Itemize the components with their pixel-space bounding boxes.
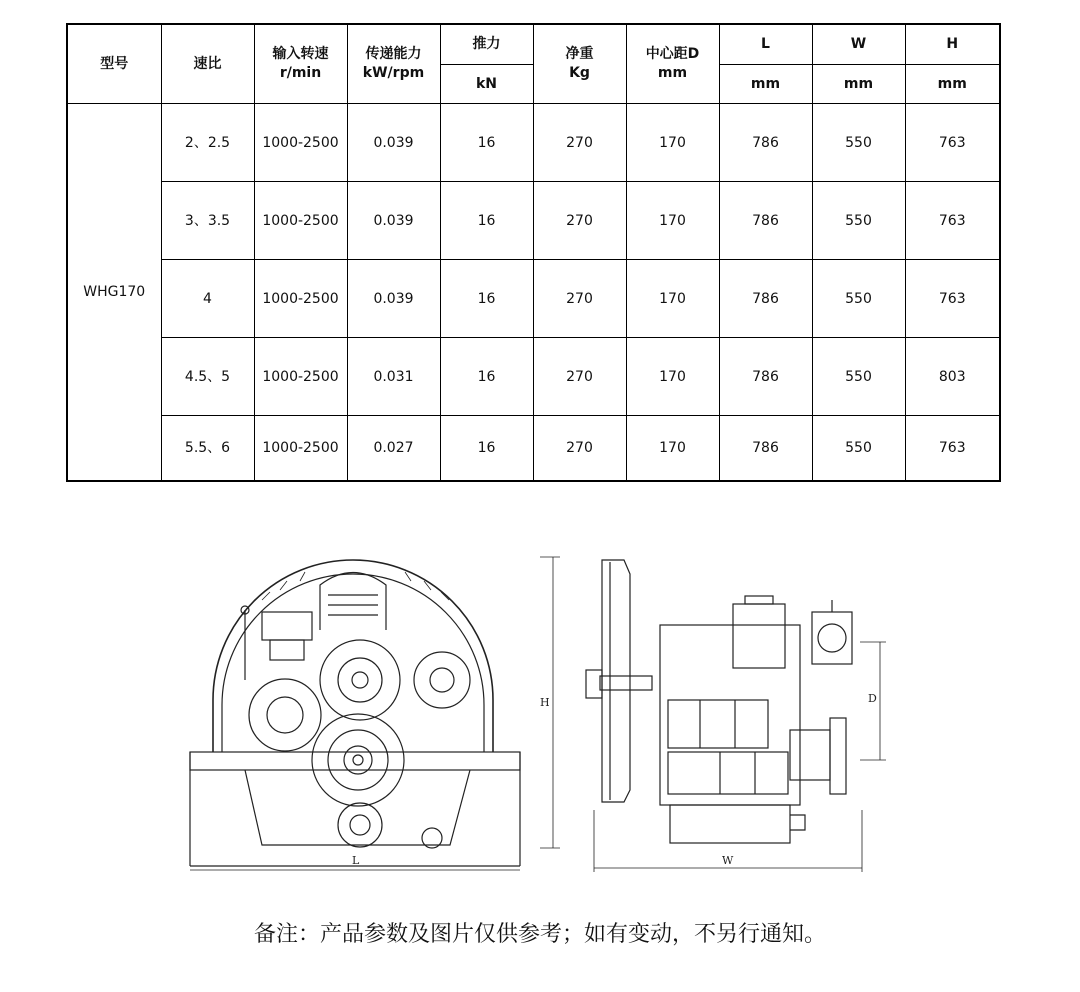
cell-h: 763 [905,416,1000,482]
label-l: L [352,854,360,867]
header-speed [254,24,347,104]
cell-l: 786 [719,338,812,416]
cell-weight: 270 [533,338,626,416]
label-h: H [540,696,550,709]
header-capacity-unit: kW/rpm [362,65,425,81]
cell-center: 170 [626,260,719,338]
cell-thrust: 16 [440,182,533,260]
header-l-unit: mm [719,65,812,104]
cell-center: 170 [626,416,719,482]
cell-speed: 1000-2500 [254,182,347,260]
header-capacity [347,24,440,104]
cell-weight: 270 [533,182,626,260]
cell-capacity: 0.039 [347,104,440,182]
disclaimer-note: 备注：产品参数及图片仅供参考；如有变动，不另行通知。 [253,922,826,947]
cell-capacity: 0.039 [347,182,440,260]
cell-ratio: 4 [161,260,254,338]
cell-weight: 270 [533,416,626,482]
cell-speed: 1000-2500 [254,260,347,338]
table-row [67,260,1000,338]
table-row [67,416,1000,482]
cell-h: 763 [905,260,1000,338]
header-thrust-name: 推力 [440,24,533,65]
cell-ratio: 2、2.5 [161,104,254,182]
label-w: W [722,854,734,867]
header-h-unit: mm [905,65,1000,104]
cell-thrust: 16 [440,338,533,416]
cell-thrust: 16 [440,260,533,338]
model-cell: WHG170 [67,104,161,482]
cell-l: 786 [719,104,812,182]
header-center [626,24,719,104]
cell-center: 170 [626,104,719,182]
cell-l: 786 [719,260,812,338]
cell-w: 550 [812,104,905,182]
cell-ratio: 4.5、5 [161,338,254,416]
header-center-unit: mm [657,65,688,81]
cell-ratio: 3、3.5 [161,182,254,260]
table-row [67,104,1000,182]
table-row [67,338,1000,416]
label-d: D [868,692,877,705]
header-weight-name: 净重 [565,46,594,62]
cell-thrust: 16 [440,104,533,182]
cell-h: 763 [905,182,1000,260]
table-row [67,182,1000,260]
cell-l: 786 [719,416,812,482]
header-speed-name: 输入转速 [272,46,329,62]
cell-weight: 270 [533,260,626,338]
cell-l: 786 [719,182,812,260]
header-l-name: L [719,24,812,65]
header-w-unit: mm [812,65,905,104]
header-speed-unit: r/min [279,65,322,81]
front-view [190,557,560,870]
cell-w: 550 [812,338,905,416]
header-h-name: H [905,24,1000,65]
header-weight-unit: Kg [569,65,590,81]
cell-capacity: 0.027 [347,416,440,482]
cell-capacity: 0.031 [347,338,440,416]
cell-ratio: 5.5、6 [161,416,254,482]
cell-w: 550 [812,416,905,482]
header-ratio: 速比 [161,24,254,104]
gearbox-drawing [180,548,890,878]
header-capacity-name: 传递能力 [365,46,422,62]
cell-speed: 1000-2500 [254,104,347,182]
spec-table [66,23,1001,482]
header-weight [533,24,626,104]
header-thrust-unit: kN [440,65,533,104]
cell-h: 763 [905,104,1000,182]
cell-center: 170 [626,338,719,416]
cell-center: 170 [626,182,719,260]
cell-h: 803 [905,338,1000,416]
cell-capacity: 0.039 [347,260,440,338]
cell-speed: 1000-2500 [254,416,347,482]
header-center-name: 中心距D [645,46,700,62]
cell-w: 550 [812,182,905,260]
cell-thrust: 16 [440,416,533,482]
cell-w: 550 [812,260,905,338]
cell-weight: 270 [533,104,626,182]
side-view [586,560,886,872]
header-model: 型号 [67,24,161,104]
header-w-name: W [812,24,905,65]
cell-speed: 1000-2500 [254,338,347,416]
